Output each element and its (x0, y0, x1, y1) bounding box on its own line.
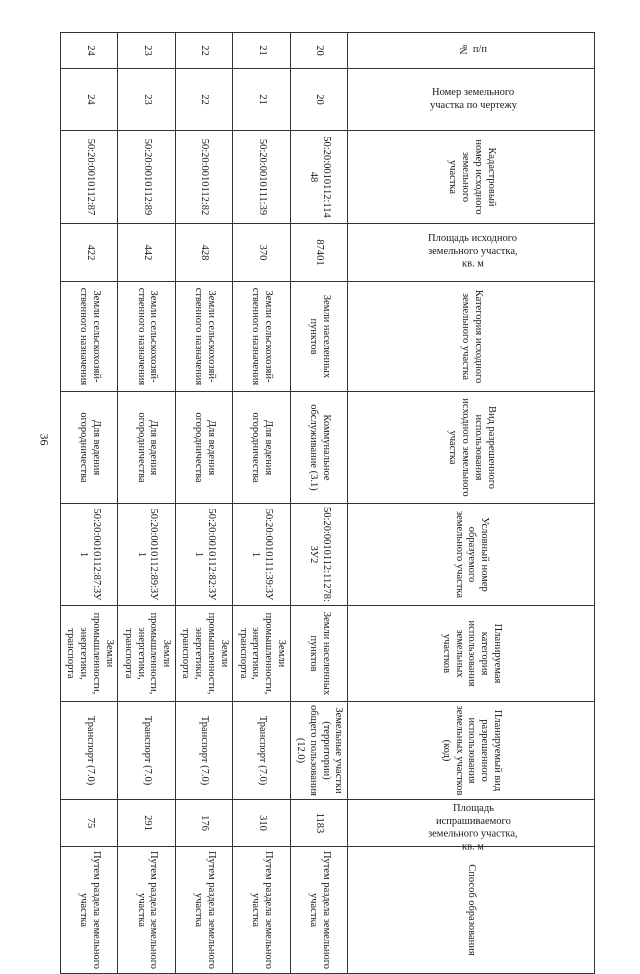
table-cell: 50:20:0010112:82:ЗУ1 (175, 504, 232, 606)
header-text: Планируемая категория использования земельных участков (440, 620, 503, 687)
table-row (118, 33, 175, 974)
table-cell: 422 (61, 224, 118, 282)
table-cell: 428 (175, 224, 232, 282)
header-text: Условный номер образуемого земельного участка (453, 511, 491, 598)
table-cell: Путем раздела земельного участка (175, 847, 232, 974)
header-text: Площадь исходного земельного участка, кв. м (428, 233, 519, 270)
table-row (61, 33, 118, 974)
table-cell: Для ведения огородничества (118, 392, 175, 504)
table-cell: Для ведения огородничества (175, 392, 232, 504)
header-text: Планируемый вид разрешенного использования земельных участков (код) (440, 705, 503, 796)
table-cell: Путем раздела земельного участка (290, 847, 347, 974)
header-cell (348, 606, 595, 702)
table-cell: 20 (290, 69, 347, 131)
header-cell (348, 69, 595, 131)
header-cell (348, 847, 595, 974)
header-cell (348, 224, 595, 282)
table-row (175, 33, 232, 974)
table-cell: Земли промышленности, энергетики, транспорта (233, 606, 290, 702)
table-cell: Для ведения огородничества (233, 392, 290, 504)
table-cell: Земли сельскохозяй-ственного назначения (118, 282, 175, 392)
table-cell: 50:20:0010112:11448 (290, 131, 347, 224)
table-cell: 24 (61, 69, 118, 131)
table-cell: Земельные участки (территории) общего пользования (12.0) (290, 702, 347, 800)
table-cell: Для ведения огородничества (61, 392, 118, 504)
table-cell: 87401 (290, 224, 347, 282)
table-cell: 291 (118, 800, 175, 847)
table-cell: 50:20:0010112:89:ЗУ1 (118, 504, 175, 606)
header-text: Вид разрешенного использования исходного земельного участка (447, 398, 497, 497)
header-cell (348, 33, 595, 69)
table-cell: 50:20:0010112:89 (118, 131, 175, 224)
table-cell: Транспорт (7.0) (118, 702, 175, 800)
table-cell: Транспорт (7.0) (61, 702, 118, 800)
table-cell: 21 (233, 33, 290, 69)
header-cell (348, 800, 595, 853)
table-cell: 50:20:0010112:82 (175, 131, 232, 224)
table-cell: 50:20:0010111:39 (233, 131, 290, 224)
table-cell: 22 (175, 33, 232, 69)
table-cell: 50:20:0010111:39:ЗУ1 (233, 504, 290, 606)
header-cell (348, 282, 595, 392)
table-cell: 310 (233, 800, 290, 847)
table-cell: 50:20:0010112:87:ЗУ1 (61, 504, 118, 606)
table-row (290, 33, 347, 974)
table-cell: Транспорт (7.0) (233, 702, 290, 800)
table-cell: Земли сельскохозяй-ственного назначения (175, 282, 232, 392)
table-cell: 75 (61, 800, 118, 847)
table-cell: Путем раздела земельного участка (118, 847, 175, 974)
table-cell: Земли населенных пунктов (290, 282, 347, 392)
header-text: Номер земельного участка по чертежу (429, 86, 517, 111)
table-cell: Земли промышленности, энергетики, транспорта (175, 606, 232, 702)
header-cell (348, 392, 595, 504)
table-cell: Путем раздела земельного участка (61, 847, 118, 974)
table-cell: Земли сельскохозяй-ственного назначения (233, 282, 290, 392)
table-cell: 370 (233, 224, 290, 282)
header-text: Категория исходного земельного участка (460, 289, 484, 384)
table-cell: Путем раздела земельного участка (233, 847, 290, 974)
table-cell: 176 (175, 800, 232, 847)
header-cell (348, 131, 595, 224)
rotated-page (60, 32, 595, 970)
table-cell: 21 (233, 69, 290, 131)
header-cell (348, 702, 595, 800)
header-row (348, 33, 595, 974)
table-cell: Транспорт (7.0) (175, 702, 232, 800)
table-cell: 23 (118, 33, 175, 69)
table-cell: 50:20:0010112:87 (61, 131, 118, 224)
header-text: Способ образования (466, 864, 478, 956)
header-text: № п/п (459, 44, 488, 56)
table-cell: 442 (118, 224, 175, 282)
table-cell: 22 (175, 69, 232, 131)
table-cell: 23 (118, 69, 175, 131)
table-cell: 20 (290, 33, 347, 69)
table-row (233, 33, 290, 974)
table-cell: Земли сельскохозяй-ственного назначения (61, 282, 118, 392)
header-text: Площадь испрашиваемого земельного участка, кв. м (428, 803, 519, 853)
table-cell: Земли промышленности, энергетики, транспорта (118, 606, 175, 702)
table-cell: 24 (61, 33, 118, 69)
land-plots-table (60, 32, 595, 974)
table-cell: 50:20:0010112:11278:ЗУ2 (290, 504, 347, 606)
table-cell: 1183 (290, 800, 347, 847)
table-cell: Земли промышленности, энергетики, транспорта (61, 606, 118, 702)
page-number: 36 (37, 433, 52, 446)
table-cell: Коммунальное обслуживание (3.1) (290, 392, 347, 504)
header-text: Кадастровый номер исходного земельного участка (447, 139, 497, 215)
header-cell (348, 504, 595, 606)
table-cell: Земли населенных пунктов (290, 606, 347, 702)
